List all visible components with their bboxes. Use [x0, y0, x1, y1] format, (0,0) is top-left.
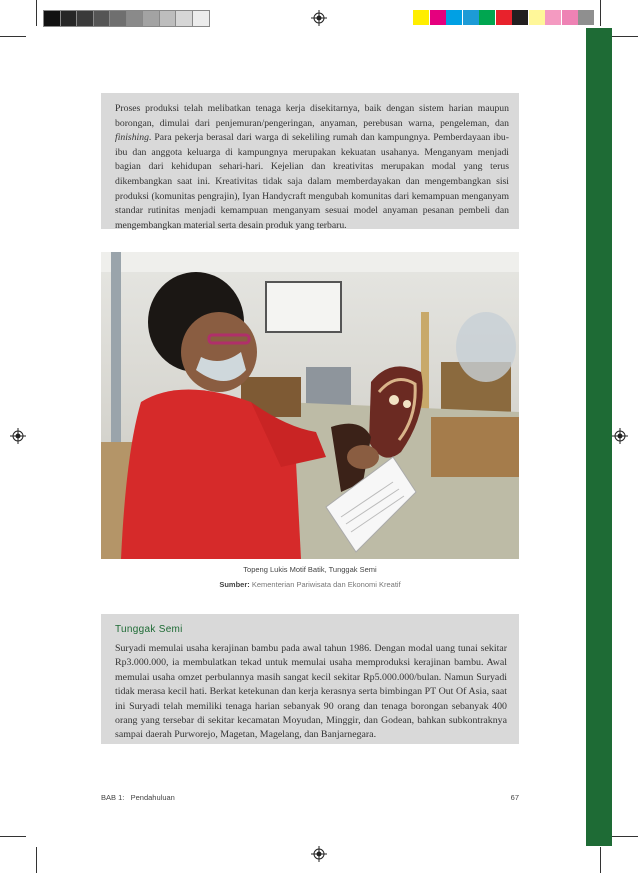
color-swatch — [463, 10, 479, 25]
box-paragraph: Suryadi memulai usaha kerajinan bambu pada awal tahun 1986. Dengan modal uang tunai sekitar Rp3.000.000, ia membulatkan tekad untuk memulai usaha memproduksi kerajinan bambu. Awal memulai usaha omzet perbulannya masih sangat kecil sekitar Rp5.000.000/bulan. Namun Suryadi tidak merasa kecil hati. Berkat ketekunan dan kerja kerasnya serta bimbingan PT Out Of Asia, saat ini Suryadi telah memiliki tenaga harian sebanyak 90 orang dan tenaga borongan sebanyak 400 orang yang tersebar di sekitar kecamatan Moyudan, Minggir, dan Godean, bahkan subkontraknya sampai daerah Purworejo, Magetan, Magelang, dan Banjarnegara. — [115, 643, 507, 741]
color-swatch — [545, 10, 561, 25]
chapter-title: Pendahuluan — [130, 793, 175, 802]
chapter-sidebar — [586, 28, 612, 846]
color-swatch — [512, 10, 528, 25]
color-swatch — [496, 10, 512, 25]
color-swatch — [479, 10, 495, 25]
color-swatch — [529, 10, 545, 25]
chapter-label: BAB 1: — [101, 793, 125, 802]
color-swatch — [413, 10, 429, 25]
gray-swatch — [142, 10, 160, 27]
intro-paragraph: Proses produksi telah melibatkan tenaga kerja disekitarnya, baik dengan sistem harian maupun borongan, dimulai dari penjemuran/pengeringan, anyaman, perebusan warna, pengeleman, dan finishing. Para pekerja berasal dari warga di sekeliling rumah dan kampungnya. Pemberdayaan ibu-ibu dan anggota keluarga di kampungnya merupakan kekuatan usahanya. Menganyam menjadi bagian dari kehidupan sehari-hari. Kejelian dan kreativitas merupakan modal yang terus dikembangkan saat ini. Kreativitas tidak saja dalam memberdayakan dan mengembangkan sisi produksi (komunitas pengrajin), Iyan Handycraft mengubah komunitas dari kemampuan menganyam standar rutinitas menjadi kemampuan menganyam sesuai model anyaman pesanan pembeli dan mengembangkan material serta desain produk yang terbaru. — [115, 103, 509, 231]
registration-mark-icon — [311, 10, 327, 26]
gray-swatch — [175, 10, 193, 27]
registration-mark-icon — [311, 846, 327, 862]
color-swatch — [562, 10, 578, 25]
box-title: Tunggak Semi — [115, 624, 183, 635]
figure-caption: Topeng Lukis Motif Batik, Tunggak Semi — [243, 565, 377, 574]
gray-swatch — [109, 10, 127, 27]
color-swatch — [446, 10, 462, 25]
source-value: Kementerian Pariwisata dan Ekonomi Kreatif — [251, 580, 401, 589]
photo-batik-mask — [101, 252, 519, 559]
gray-swatch — [126, 10, 144, 27]
gray-swatch — [60, 10, 78, 27]
registration-mark-icon — [612, 428, 628, 444]
intro-text-box — [101, 93, 519, 229]
worker-inspecting-mask-image — [101, 252, 519, 559]
tunggak-semi-box — [101, 614, 519, 744]
gray-swatch — [159, 10, 177, 27]
color-swatch — [578, 10, 594, 25]
page-number: 67 — [510, 793, 519, 802]
source-label: Sumber: — [219, 580, 250, 589]
figure-source — [101, 580, 519, 589]
color-swatch — [430, 10, 446, 25]
gray-swatch — [93, 10, 111, 27]
chapter-footer — [101, 793, 175, 802]
gray-swatch — [76, 10, 94, 27]
gray-swatch — [43, 10, 61, 27]
gray-swatch — [192, 10, 210, 27]
registration-mark-icon — [10, 428, 26, 444]
